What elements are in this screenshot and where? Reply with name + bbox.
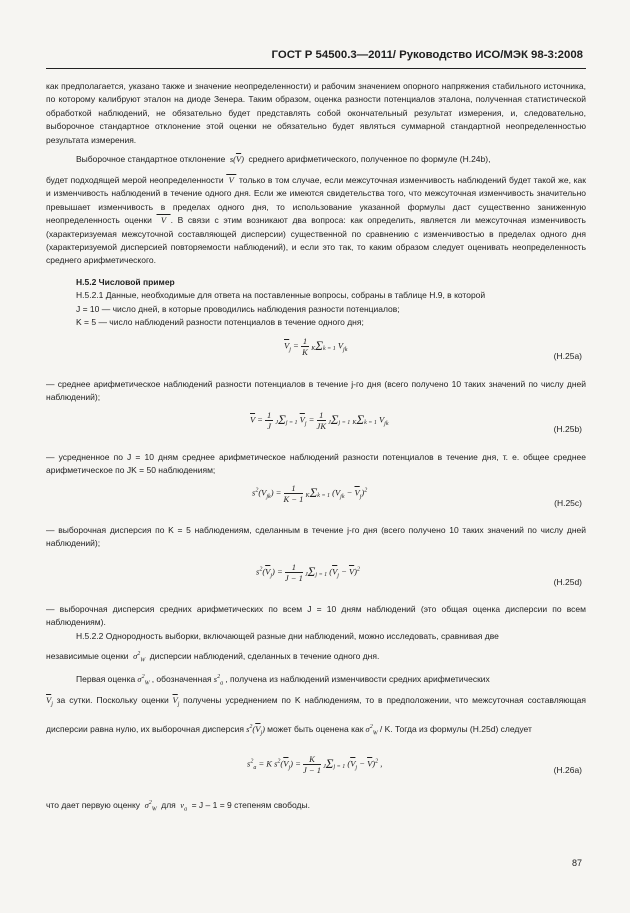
header-rule	[46, 68, 586, 69]
formula-vbar: V	[226, 175, 237, 185]
equation-h25b: $\overline{V}$ = $\frac{1}{J}$ JΣj = 1 $\overline{V}_j$ = $\frac{1}{JK}$ JΣj = 1 KΣk = 1 $V_{jk}$	[250, 410, 389, 431]
text-after-h25c: — выборочная дисперсия по K = 5 наблюдениям, сделанным в течение j-го дня (всего получено 10 таких значений по числу дней наблюдений);	[46, 525, 586, 549]
h521-line3: K = 5 — число наблюдений разности потенциалов в течение одного дня;	[76, 317, 364, 327]
eq-number-h26a: (Н.26a)	[553, 765, 582, 775]
h521-line1: Н.5.2.1 Данные, необходимые для ответа на поставленные вопросы, собраны в таблице Н.9, в которой	[76, 290, 486, 300]
final-line: что дает первую оценку $\sigma^2_W$ для $\nu_a = J - 1 = 9$ степеням свободы.	[46, 799, 310, 813]
first-estimate-body: $\overline{V}_j$ за сутки. Поскольку оценки $\overline{V}_j$ получены усреднением по K наблюдениям, то в предположении, что межсуточная составляющая дисперсии равна нулю, их выборочная дисперсия $s^2(\overline{V}_j)$ может быть оценена как $\sigma^2_W$ / K. Тогда из формулы (Н.25d) следует	[46, 695, 587, 737]
first-estimate-line1: Первая оценка $\sigma^2_W$ , обозначенная $s^2_a$ , получена из наблюдений изменчивости средних арифметических	[76, 673, 490, 687]
text-after-h25a: — среднее арифметическое наблюдений разности потенциалов в течение j-го дня (всего получено 10 таких значений по числу дней наблюдений);	[46, 379, 586, 403]
eq-number-h25a: (Н.25a)	[553, 351, 582, 361]
equation-h25d: $s^2(\overline{V}_j)$ = $\frac{1}{J - 1}$ JΣj = 1 $(\overline{V}_j - \overline{V})^2$	[256, 562, 361, 583]
section-title: Н.5.2 Числовой пример	[76, 277, 175, 287]
eq-number-h25b: (Н.25b)	[553, 424, 582, 434]
para2-line1: Выборочное стандартное отклонение $s(\overline{V})$ среднего арифметического, полученное по формуле (Н.24b),	[76, 154, 491, 164]
equation-h25a: $\overline{V}_j$ = $\frac{1}{K}$ KΣk = 1 $V_{jk}$	[284, 336, 348, 357]
formula-s-vbar: $s(\overline{V})$	[227, 154, 247, 164]
eq-number-h25d: (Н.25d)	[553, 577, 582, 587]
text-after-h25b: — усредненное по J = 10 дням среднее арифметическое наблюдений разности потенциалов в течение дня, т. е. общее среднее арифметическое по JK = 50 наблюдениям;	[46, 452, 586, 476]
page-number: 87	[571, 858, 582, 868]
eq-number-h25c: (Н.25c)	[554, 498, 582, 508]
page-header: ГОСТ Р 54500.3—2011/ Руководство ИСО/МЭК 98-3:2008	[271, 49, 583, 61]
h522-line1: Н.5.2.2 Однородность выборки, включающей разные дни наблюдений, можно исследовать, сравнивая две	[76, 631, 499, 641]
para2-body: будет подходящей мерой неопределенности V только в том случае, если межсуточная изменчивость наблюдений будет такой же, как и изменчивость наблюдений в течение одного дня. Если же имеются свидетельства того, что межсуточная изменчивость значительно превышает изменчивость в пределах одного дня, то использование указанной формулы даст существенно заниженную неопределенность оценки V . В связи с этим возникают два вопроса: как определить, является ли межсуточная изменчивость (характеризуемая межсуточной составляющей дисперсии) существенной по сравнению с изменчивостью в пределах одного дня (характеризуемой дисперсией повторяемости наблюдений), и если это так, то каким образом следует оценивать неопределенность среднего арифметического.	[46, 175, 586, 266]
equation-h26a: $s^2_a = K$ $s^2(\overline{V}_j)$ = $\frac{K}{J - 1}$ JΣj = 1 $(\overline{V}_j - \overline{V})^2$ ,	[247, 754, 383, 775]
equation-h25c: $s^2(V_{jk})$ = $\frac{1}{K - 1}$ KΣk = 1 $(V_{jk} - \overline{V}_j)^2$	[252, 483, 368, 504]
text-after-h25d: — выборочная дисперсия средних арифметических по всем J = 10 дням наблюдений (это общая оценка дисперсии по всем наблюдениям).	[46, 604, 586, 628]
formula-sigma-w2: $\sigma^2_W$	[130, 650, 146, 664]
paragraph-intro: как предполагается, указано также и значение неопределенности) и рабочим значением опорного напряжения стабильного источника, по которому калибруют эталон на диоде Зенера. Таким образом, оценка разности потенциалов эталона, полученная статистической обработкой наблюдений, не обязательно будет представлять собой окончательный результат измерения, и, следовательно, выборочное стандартное отклонение этой оценки не обязательно будет являться суммарной стандартной неопределенностью результата измерения.	[46, 81, 586, 145]
formula-vbar-2: V	[156, 215, 171, 226]
h522-line2: независимые оценки $\sigma^2_W$ дисперсии наблюдений, сделанных в течение одного дня.	[46, 650, 380, 664]
h521-line2: J = 10 — число дней, в которые проводились наблюдения разности потенциалов;	[76, 304, 400, 314]
